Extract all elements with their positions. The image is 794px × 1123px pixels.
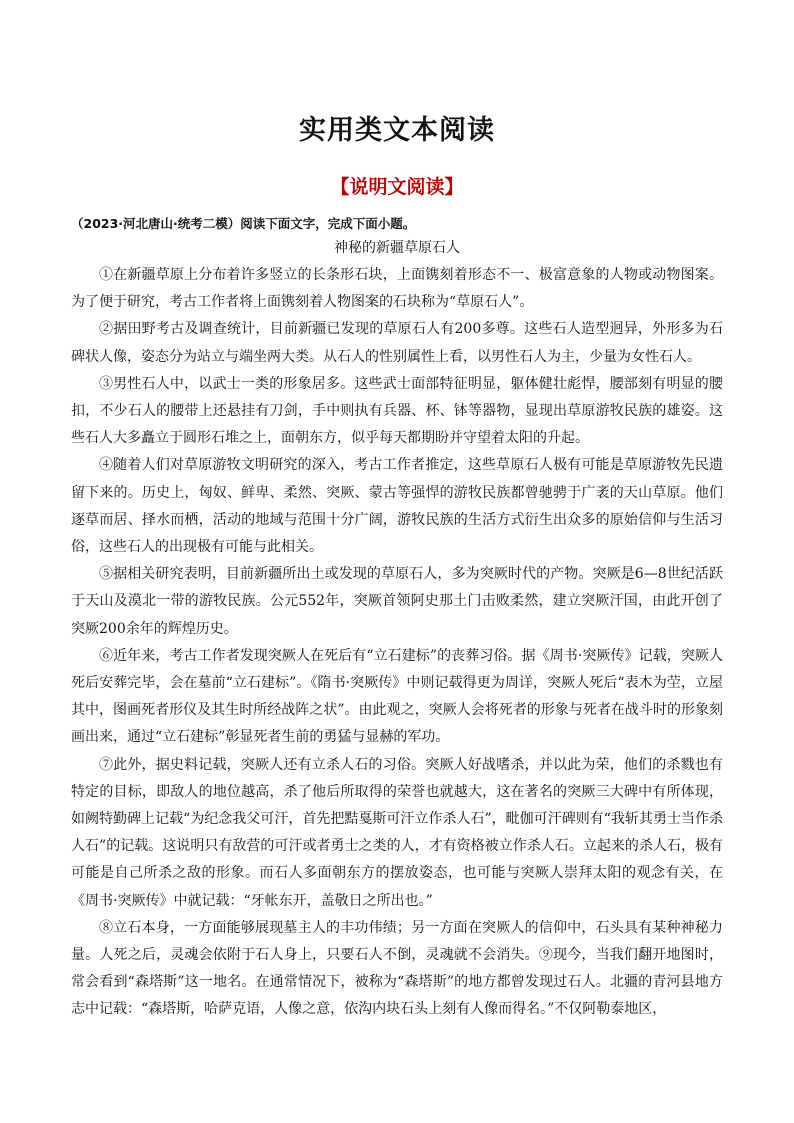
- question-source: （2023·河北唐山·统考二模）阅读下面文字，完成下面小题。: [71, 216, 416, 231]
- paragraph-8: ⑧立石本身，一方面能够展现墓主人的丰功伟绩；另一方面在突厥人的信仰中，石头具有某种神秘力量。人死之后，灵魂会依附于石人身上，只要石人不倒，灵魂就不会消失。⑨现今，当我们翻开地图时，常会看到“森塔斯”这一地名。在通常情况下，被称为“森塔斯”的地方都曾发现过石人。北疆的青河县地方志中记载：“森塔斯，哈萨克语，人像之意，依沟内块石头上刻有人像而得名。”不仅阿勒泰地区，: [71, 919, 723, 1018]
- paragraph-4: ④随着人们对草原游牧文明研究的深入，考古工作者推定，这些草原石人极有可能是草原游牧先民遗留下来的。历史上，匈奴、鲜卑、柔然、突厥、蒙古等强悍的游牧民族都曾驰骋于广袤的天山草原。他们逐草而居、择水而栖，活动的地域与范围十分广阔，游牧民族的生活方式衍生出众多的原始信仰与生活习俗，这些石人的出现极有可能与此相关。: [71, 457, 723, 556]
- paragraph-3: ③男性石人中，以武士一类的形象居多。这些武士面部特征明显，躯体健壮彪悍，腰部刻有明显的腰扣，不少石人的腰带上还悬挂有刀剑，手中则执有兵器、杯、钵等器物，显现出草原游牧民族的雄姿。这些石人大多矗立于圆形石堆之上，面朝东方，似乎每天都期盼并守望着太阳的升起。: [71, 375, 723, 447]
- paragraph-2: ②据田野考古及调查统计，目前新疆已发现的草原石人有200多尊。这些石人造型迥异，外形多为石碑状人像，姿态分为站立与端坐两大类。从石人的性别属性上看，以男性石人为主，少量为女性石人。: [71, 321, 723, 365]
- section-title: 【说明文阅读】: [330, 176, 464, 198]
- document-body: [71, 214, 723, 1024]
- paragraph-7: ⑦此外，据史料记载，突厥人还有立杀人石的习俗。突厥人好战嗜杀，并以此为荣，他们的杀戮也有特定的目标，即敌人的地位越高，杀了他后所取得的荣誉也就越大，这在著名的突厥三大碑中有所体现，如阙特勤碑上记载“为纪念我父可汗，首先把黠戛斯可汗立作杀人石”，毗伽可汗碑则有“我斩其勇士当作杀人石”的记载。这说明只有敌营的可汗或者勇士之类的人，才有资格被立作杀人石。立起来的杀人石，极有可能是自己所杀之敌的形象。而石人多面朝东方的摆放姿态，也可能与突厥人崇拜太阳的观念有关，在《周书·突厥传》中就记载：“牙帐东开，盖敬日之所出也。”: [71, 756, 723, 909]
- paragraph-6: ⑥近年来，考古工作者发现突厥人在死后有“立石建标”的丧葬习俗。据《周书·突厥传》记载，突厥人死后安葬完毕，会在墓前“立石建标”。《隋书·突厥传》中则记载得更为周详，突厥人死后“表木为茔，立屋其中，图画死者形仪及其生时所经战阵之状”。由此观之，突厥人会将死者的形象与死者在战斗时的形象刻画出来，通过“立石建标”彰显死者生前的勇猛与显赫的军功。: [71, 647, 723, 746]
- paragraph-1: ①在新疆草原上分布着许多竖立的长条形石块，上面镌刻着形态不一、极富意象的人物或动物图案。为了便于研究，考古工作者将上面镌刻着人物图案的石块称为“草原石人”。: [71, 267, 723, 311]
- page-title: 实用类文本阅读: [299, 115, 495, 146]
- article-title: 神秘的新疆草原石人: [334, 240, 460, 256]
- paragraph-5: ⑤据相关研究表明，目前新疆所出土或发现的草原石人，多为突厥时代的产物。突厥是6—8世纪活跃于天山及漠北一带的游牧民族。公元552年，突厥首领阿史那土门击败柔然，建立突厥汗国，由此开创了突厥200余年的辉煌历史。: [71, 566, 723, 637]
